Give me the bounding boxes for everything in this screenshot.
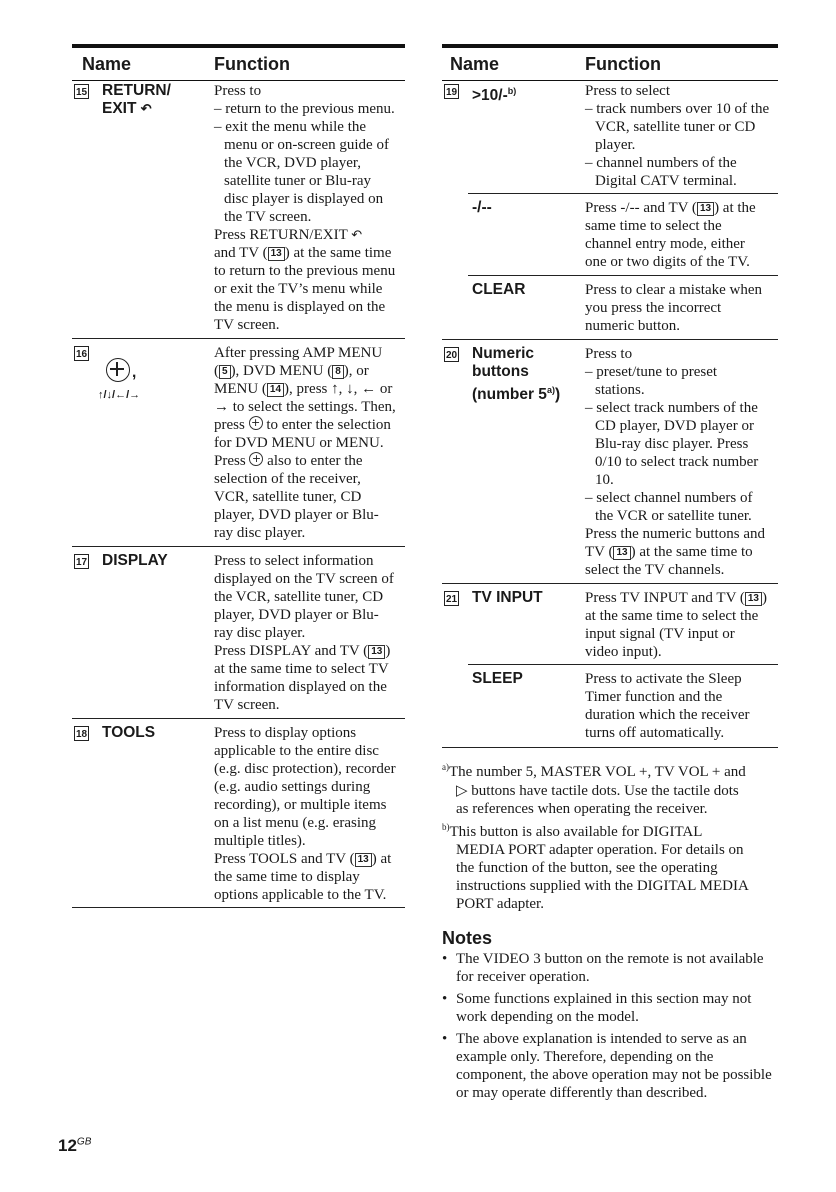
page-number: $12^{GB}$ <box>58 1136 92 1155</box>
tactile-dot-icon: ▷ <box>456 781 468 799</box>
return-arrow-icon: ↶ <box>140 101 152 116</box>
row-divider <box>72 718 405 719</box>
item-name: TV INPUT <box>472 589 543 606</box>
note-item: • Some functions explained in this section may not work depending on the model. <box>442 990 782 1026</box>
table-bottom-rule <box>72 907 405 908</box>
item-description: Press to select – track numbers over 10 of the VCR, satellite tuner or CD player. – channel numbers of the Digital CATV terminal. <box>585 83 770 189</box>
enter-button-icon <box>106 358 130 382</box>
table-bottom-rule <box>442 747 778 748</box>
item-name: Numeric buttons (number 5$^{a)}$) <box>472 345 561 404</box>
item-number: 18 <box>74 726 89 741</box>
row-divider <box>72 546 405 547</box>
left-table-header <box>72 44 405 81</box>
item-description: Press to – preset/tune to preset stations. – select track numbers of the CD player, DVD player or Blu-ray disc player. Press 0/10 to select track number 10. – select channel numbers of the VCR or satellite tuner. Press the numeric buttons and TV ( 13 ) at the same time to select the TV channels. <box>585 346 765 578</box>
item-description: Press to clear a mistake when you press the incorrect numeric button. <box>585 282 763 334</box>
row-divider <box>72 338 405 339</box>
item-description: Press to select information displayed on the TV screen of the VCR, satellite tuner, CD player, DVD player or Blu- ray disc player. Press DISPLAY and TV ( 13 ) at the same time to select TV information displayed on the TV screen. <box>214 553 394 713</box>
item-name: >10/-$^{b)}$ <box>472 86 517 105</box>
return-arrow-icon: ↶ <box>351 227 363 242</box>
item-description: Press to – return to the previous menu. – exit the menu while the menu or on-screen guide of the VCR, DVD player, satellite tuner or Blu-ray disc player is displayed on the TV screen. Press RETURN/EXIT ↶ and TV ( 13 ) at the same time to return to the previous menu or exit the TV’s menu while the menu is displayed on the TV screen. <box>214 83 396 333</box>
header-name: Name <box>82 54 132 74</box>
note-item: • The VIDEO 3 button on the remote is not available for receiver operation. <box>442 950 782 986</box>
header-function: Function <box>585 54 661 74</box>
footnote-b: $^{b)}$This button is also available for DIGITAL MEDIA PORT adapter operation. For details on the function of the button, see the operating instructions supplied with the DIGITAL MEDIA PORT adapter. <box>442 822 749 912</box>
item-number: 20 <box>444 347 459 362</box>
item-name: DISPLAY <box>102 552 168 569</box>
enter-icon <box>249 416 263 430</box>
right-table-header <box>442 44 778 81</box>
item-description: Press to activate the Sleep Timer function and the duration which the receiver turns off automatically. <box>585 671 750 741</box>
item-name: TOOLS <box>102 724 156 741</box>
row-divider <box>468 664 778 665</box>
footnote-a: $^{a)}$The number 5, MASTER VOL +, TV VOL + and ▷ buttons have tactile dots. Use the tactile dots as references when operating the receiver. <box>442 762 746 817</box>
row-divider <box>442 583 778 584</box>
item-description: Press -/-- and TV ( 13 ) at the same time to select the channel entry mode, either one or two digits of the TV. <box>585 200 756 270</box>
item-description: Press to display options applicable to the entire disc (e.g. disc protection), recorder (e.g. audio settings during recording), or multiple items on a list menu (e.g. erasing multiple titles). Press TOOLS and TV ( 13 ) at the same time to display options applicable to the TV. <box>214 725 396 903</box>
item-name-comma: , <box>132 364 137 381</box>
row-divider <box>468 275 778 276</box>
item-description: Press TV INPUT and TV ( 13 ) at the same time to select the input signal (TV input or video input). <box>585 590 767 660</box>
header-name: Name <box>450 54 500 74</box>
item-description: After pressing AMP MENU ( 5 ), DVD MENU ( 8 ), or MENU ( 14 ), press ↑, ↓, ← or → to select the settings. Then, press + to enter the selection for DVD MENU or MENU. Press + also to enter the selection of the receiver, VCR, satellite tuner, CD player, DVD player or Blu- ray disc player. <box>214 344 409 542</box>
arrow-buttons-icon: ↑/↓/←/→ <box>98 389 141 401</box>
item-number: 15 <box>74 84 89 99</box>
item-name: CLEAR <box>472 281 526 298</box>
row-divider <box>468 193 778 194</box>
notes-list <box>442 950 782 1106</box>
row-divider <box>442 339 778 340</box>
item-number: 21 <box>444 591 459 606</box>
item-name: -/-- <box>472 199 492 216</box>
enter-icon <box>249 452 263 466</box>
item-number: 16 <box>74 346 89 361</box>
item-name: SLEEP <box>472 670 523 687</box>
item-number: 19 <box>444 84 459 99</box>
item-number: 17 <box>74 554 89 569</box>
note-item: • The above explanation is intended to serve as an example only. Therefore, depending on the component, the above operation may not be possible or may operate differently than described. <box>442 1030 782 1102</box>
notes-title: Notes <box>442 928 493 948</box>
item-name: RETURN/ EXIT ↶ <box>102 82 171 117</box>
header-function: Function <box>214 54 290 74</box>
